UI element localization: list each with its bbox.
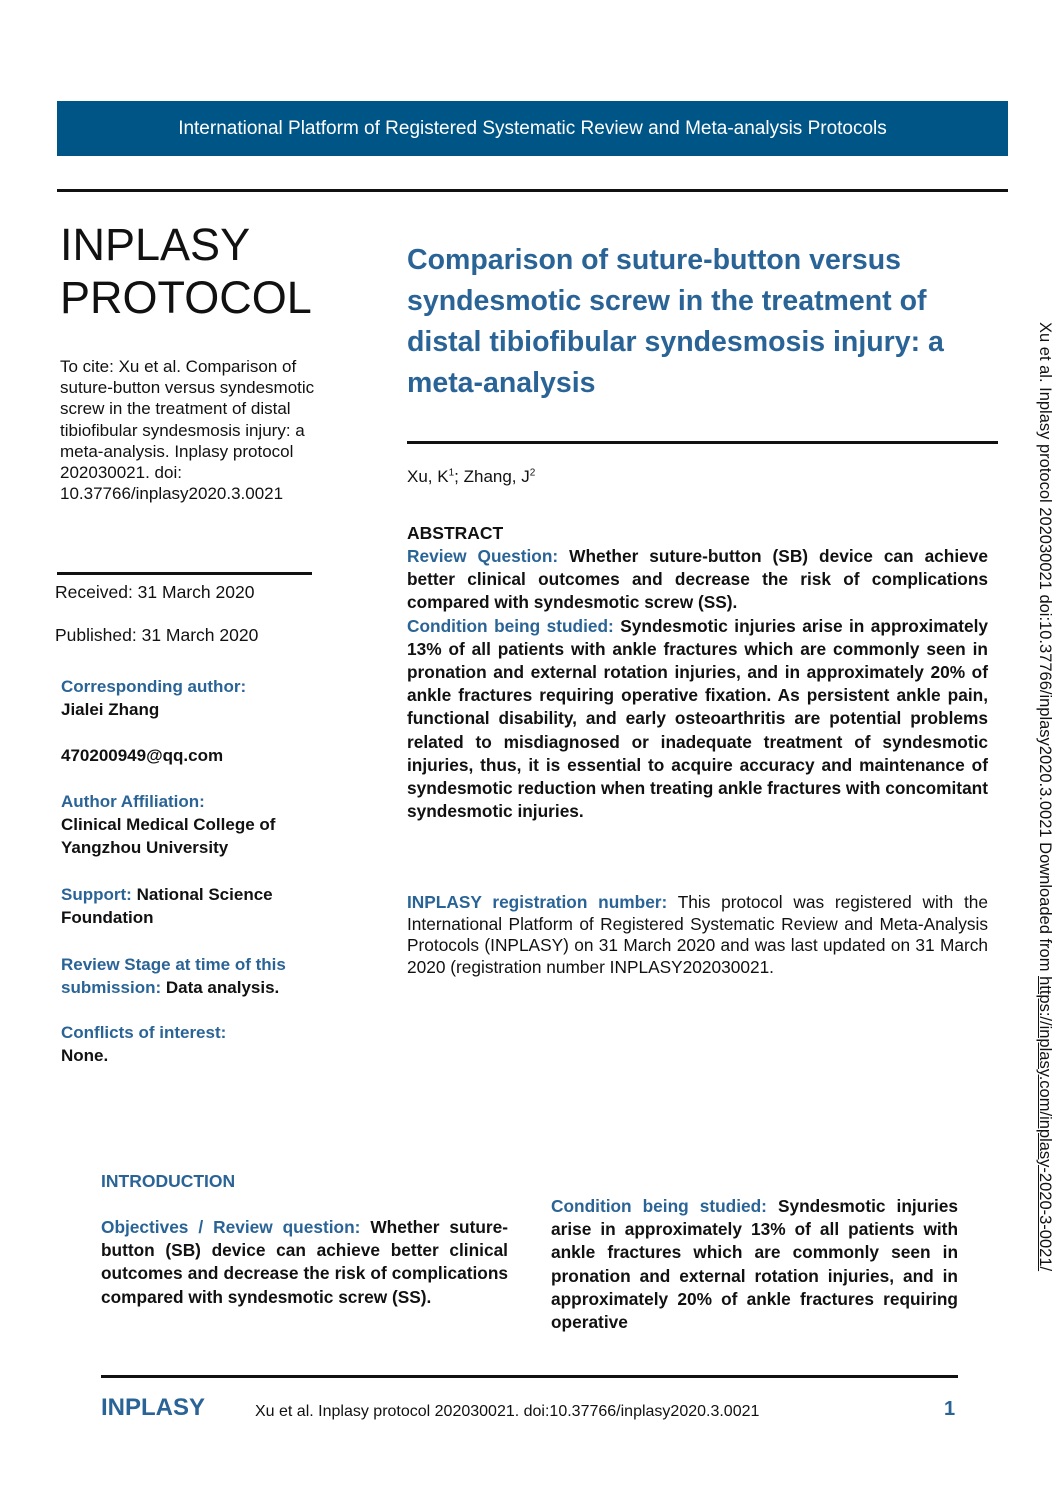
affiliation-block [61,790,333,859]
registration-label: INPLASY registration number: [407,892,668,912]
affiliation-value: Clinical Medical College of Yangzhou University [61,815,276,857]
footer-brand: INPLASY [101,1394,206,1421]
author-list [407,467,535,487]
condition-label: Condition being studied: [407,615,614,636]
author-zhang: ; Zhang, J [454,467,530,486]
brand-line-1: INPLASY [60,219,251,270]
journal-banner [57,101,1008,156]
review-stage-block [61,953,333,999]
registration-text: This protocol was registered with the International Platform of Registered Systematic Review and Meta-Analysis Protocols (INPLASY) on 31 March 2020 and was last updated on 31 March 2020 (registration number INPLASY202030021. [407,892,988,978]
review-question-text: Whether suture-button (SB) device can achieve better clinical outcomes and decrease the risk of complications compared with syndesmotic screw (SS). [407,546,988,613]
intro-condition-label: Condition being studied: [551,1196,767,1216]
abstract-body [407,545,988,823]
intro-condition [551,1195,958,1334]
review-stage-value: Data analysis. [165,978,280,997]
introduction-heading: INTRODUCTION [101,1171,236,1191]
review-question-label: Review Question: [407,546,559,566]
condition-text: Syndesmotic injuries arise in approximately 13% of all patients with ankle fractures which are commonly seen in pronation and external rotation injuries, and in approximately 20% of ankle fractures requiring operative fixation. As persistent ankle pain, functional disability, and early osteoarthritis are potential problems related to misdiagnosed or inadequate treatment of syndesmotic injuries, thus, it is essential to acquire accuracy and maintenance of syndesmotic reduction when treating ankle fractures with concomitant syndesmotic injuries. [407,615,988,822]
review-stage-label: Review Stage at time of this submission: [61,955,286,997]
support-value: National Science Foundation [61,885,273,927]
page-number: 1 [944,1398,956,1420]
intro-condition-text: Syndesmotic injuries arise in approximately 13% of all patients with ankle fractures which are commonly seen in pronation and external rotation injuries, and in approximately 20% of ankle fractures requiring operative [551,1196,958,1333]
abstract-heading: ABSTRACT [407,523,504,543]
objectives-text: Whether suture-button (SB) device can achieve better clinical outcomes and decrease the risk of complications compared with syndesmotic screw (SS). [101,1217,508,1307]
conflicts-label: Conflicts of interest: [61,1023,227,1042]
author-zhang-affil: 2 [529,467,536,479]
footer-citation: Xu et al. Inplasy protocol 202030021. doi:10.37766/inplasy2020.3.0021 [255,1403,760,1420]
left-divider [57,572,312,575]
support-block [61,883,333,929]
protocol-brand-title [60,218,312,324]
download-watermark [1035,322,1054,1402]
top-divider [57,189,1008,192]
affiliation-label: Author Affiliation: [61,792,205,811]
corresponding-author-name: Jialei Zhang [61,700,160,719]
received-date: Received: 31 March 2020 [55,582,255,602]
title-divider [407,441,998,444]
footer-divider [101,1375,958,1378]
published-date: Published: 31 March 2020 [55,625,259,645]
objectives-label: Objectives / Review question: [101,1217,361,1237]
brand-line-2: PROTOCOL [60,272,312,323]
download-link[interactable]: https://inplasy.com/inplasy-2020-3-0021/ [1036,976,1054,1272]
download-note: Xu et al. Inplasy protocol 202030021 doi:10.37766/inplasy2020.3.0021 Downloaded from [1036,322,1054,977]
support-label: Support: [61,885,132,904]
paper-title: Comparison of suture-button versus syndesmotic screw in the treatment of distal tibiofibular syndesmosis injury: a meta-analysis [407,244,944,399]
author-xu: Xu, K [407,467,449,486]
author-email[interactable]: 470200949@qq.com [61,746,224,765]
registration-paragraph [407,892,988,979]
intro-objectives [101,1216,508,1309]
corresponding-author-label: Corresponding author: [61,677,247,696]
citation-text: To cite: Xu et al. Comparison of suture-button versus syndesmotic screw in the treatment of distal tibiofibular syndesmosis injury: a meta-analysis. Inplasy protocol 202030021. doi: 10.37766/inplasy2020.3.0021 [60,357,315,504]
conflicts-value: None. [61,1046,109,1065]
corresponding-author-block [61,675,333,721]
banner-text: International Platform of Registered Systematic Review and Meta-analysis Protocols [178,117,887,139]
author-xu-affil: 1 [448,467,455,479]
conflicts-block [61,1021,333,1067]
